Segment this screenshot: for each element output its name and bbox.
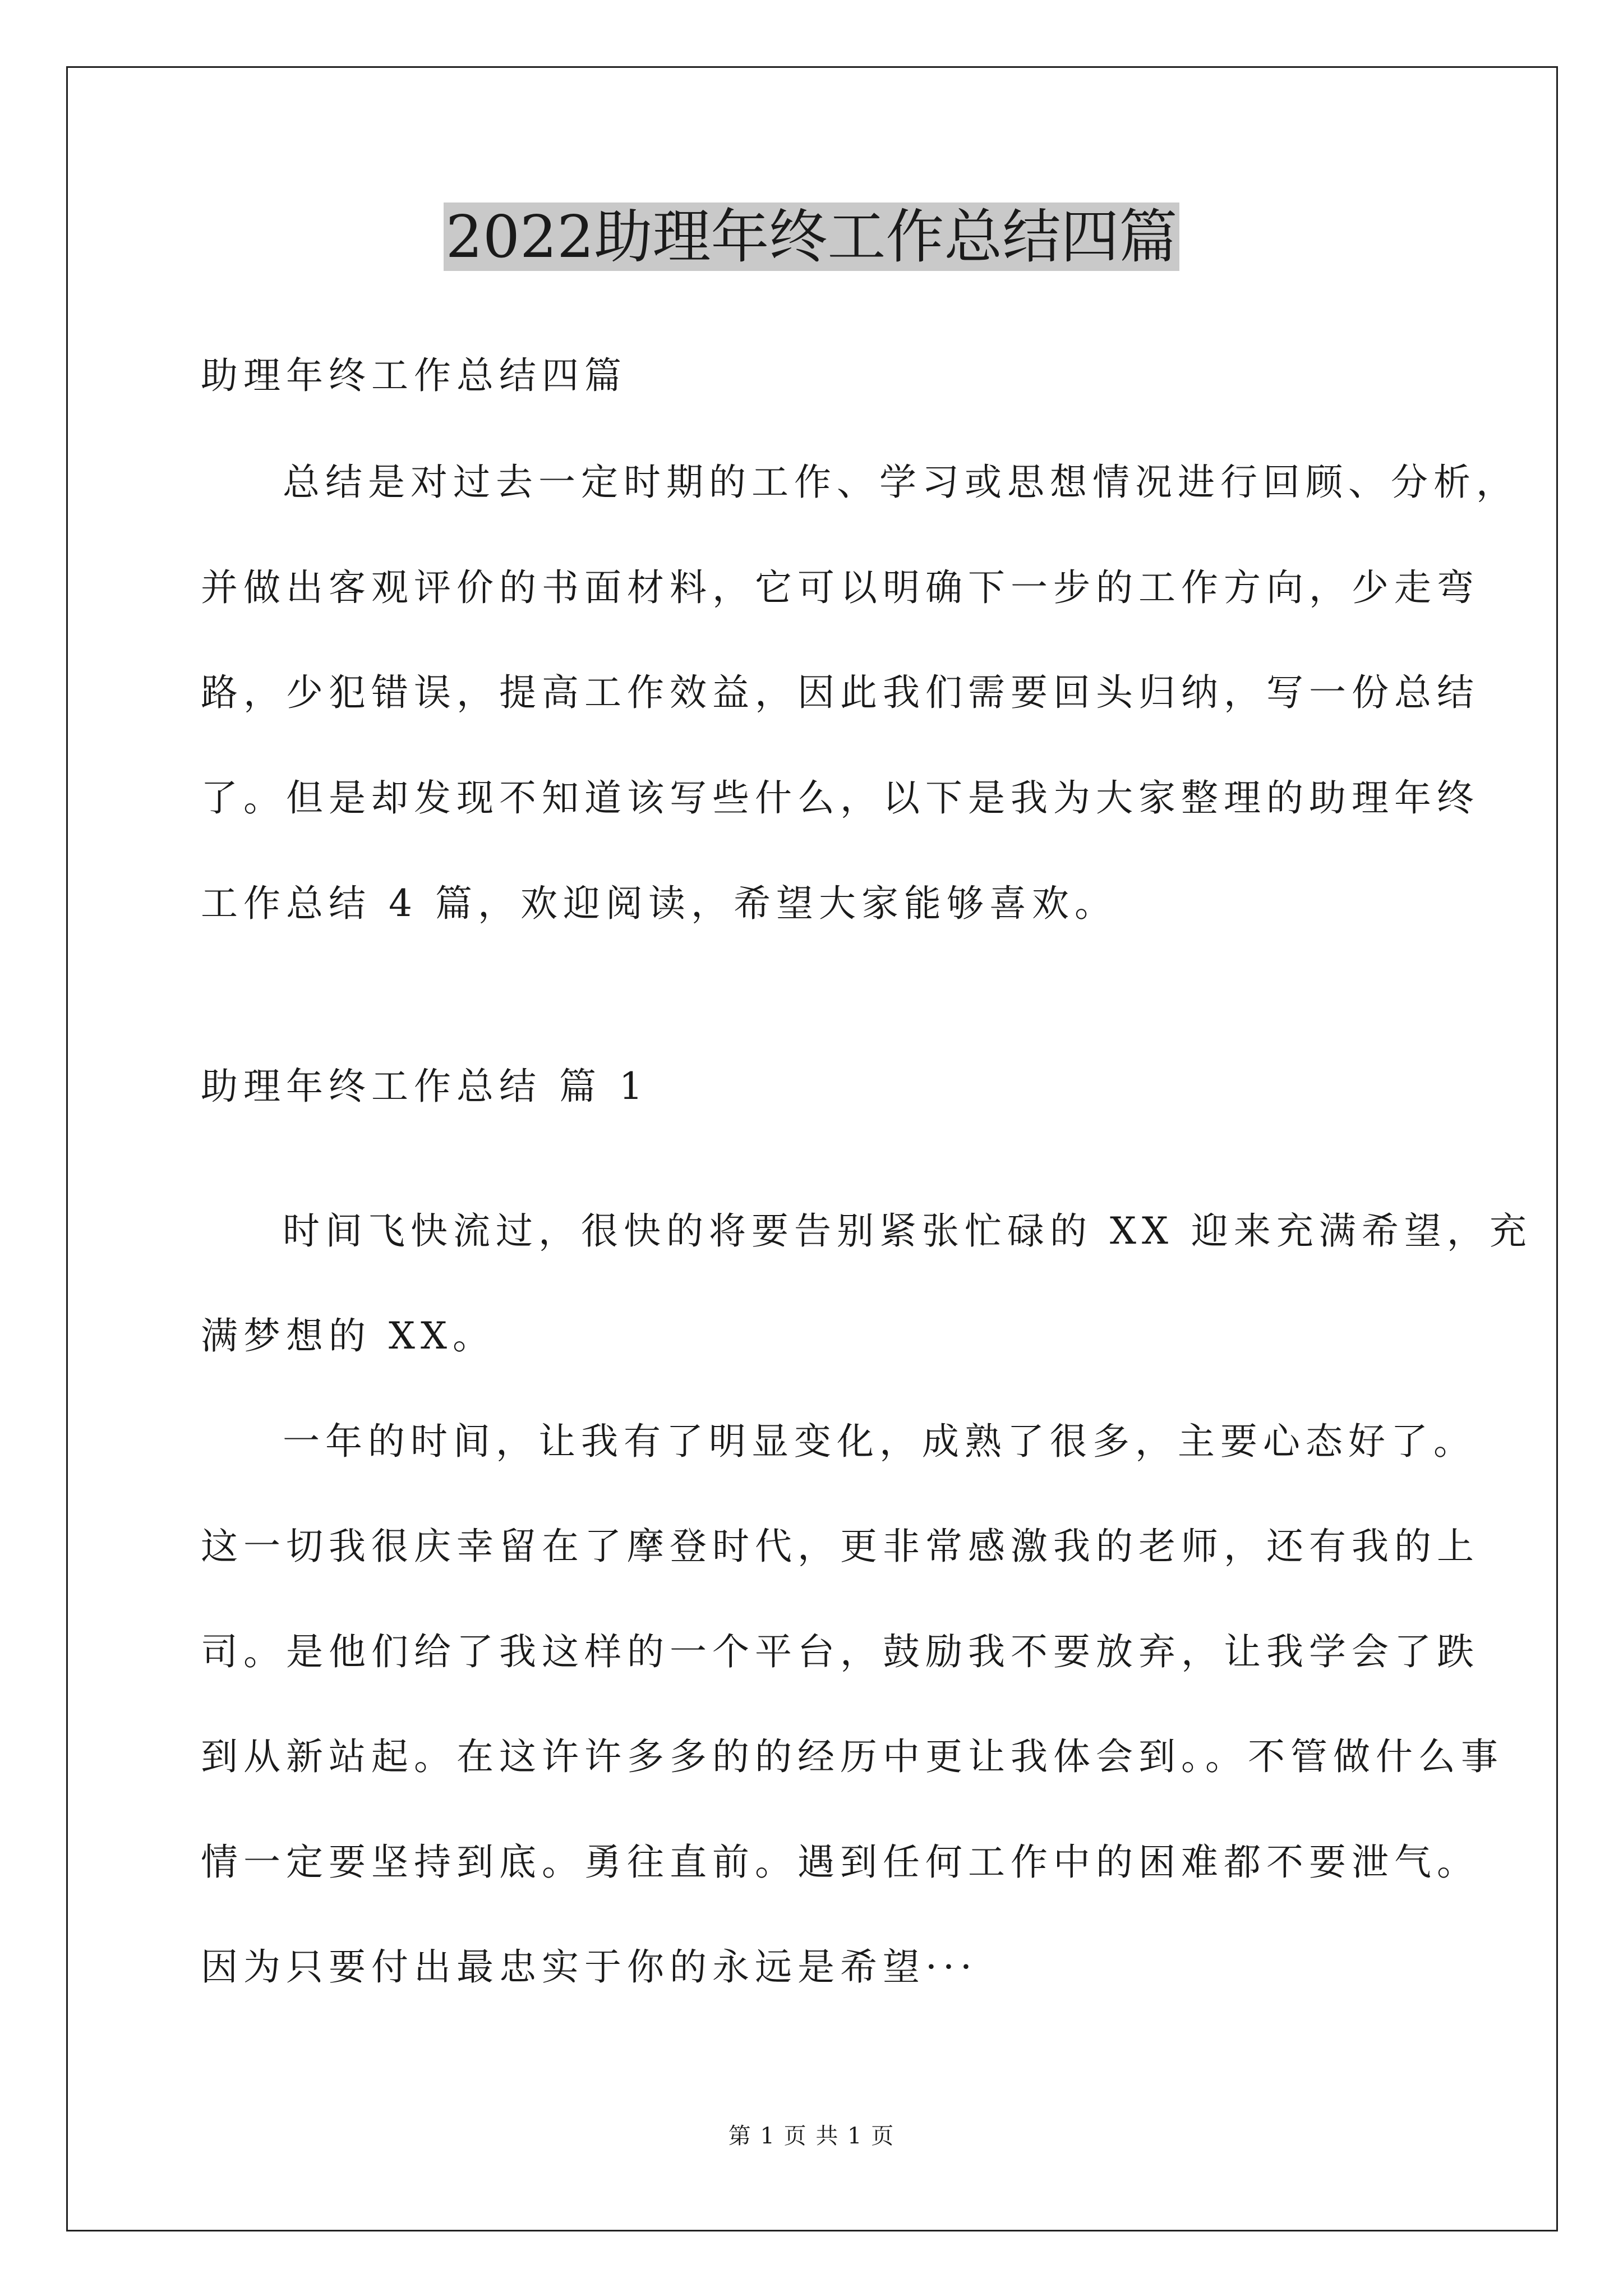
section-1-para-2-line-5: 情一定要坚持到底。勇往直前。遇到任何工作中的困难都不要泄气。 — [201, 1841, 1479, 1884]
section-1-para-1-line-2: 满梦想的 XX。 — [201, 1314, 495, 1358]
section-1-para-2-line-2: 这一切我很庆幸留在了摩登时代，更非常感激我的老师，还有我的上 — [201, 1525, 1479, 1568]
section-1-para-1-line-1: 时间飞快流过，很快的将要告别紧张忙碌的 XX 迎来充满希望，充 — [283, 1209, 1532, 1253]
section-1-para-2-line-6: 因为只要付出最忠实于你的永远是希望··· — [201, 1945, 978, 1989]
page-footer: 第 1 页 共 1 页 — [728, 2123, 895, 2149]
intro-line-2: 并做出客观评价的书面材料，它可以明确下一步的工作方向，少走弯 — [201, 566, 1479, 609]
section-1-para-2-line-4: 到从新站起。在这许许多多的的经历中更让我体会到。。不管做什么事 — [201, 1735, 1504, 1778]
intro-line-1: 总结是对过去一定时期的工作、学习或思想情况进行回顾、分析， — [283, 461, 1519, 504]
section-1-para-2-line-1: 一年的时间，让我有了明显变化，成熟了很多，主要心态好了。 — [283, 1420, 1476, 1463]
intro-line-3: 路，少犯错误，提高工作效益，因此我们需要回头归纳，写一份总结 — [201, 671, 1479, 714]
intro-line-5: 工作总结 4 篇，欢迎阅读，希望大家能够喜欢。 — [201, 882, 1117, 925]
document-title-text: 2022助理年终工作总结四篇 — [444, 203, 1180, 271]
document-subtitle: 助理年终工作总结四篇 — [201, 354, 627, 397]
section-1-para-2-line-3: 司。是他们给了我这样的一个平台，鼓励我不要放弃，让我学会了跌 — [201, 1630, 1479, 1673]
section-1-heading: 助理年终工作总结 篇 1 — [201, 1065, 648, 1108]
document-title — [0, 197, 1623, 276]
intro-line-4: 了。但是却发现不知道该写些什么，以下是我为大家整理的助理年终 — [201, 776, 1479, 820]
